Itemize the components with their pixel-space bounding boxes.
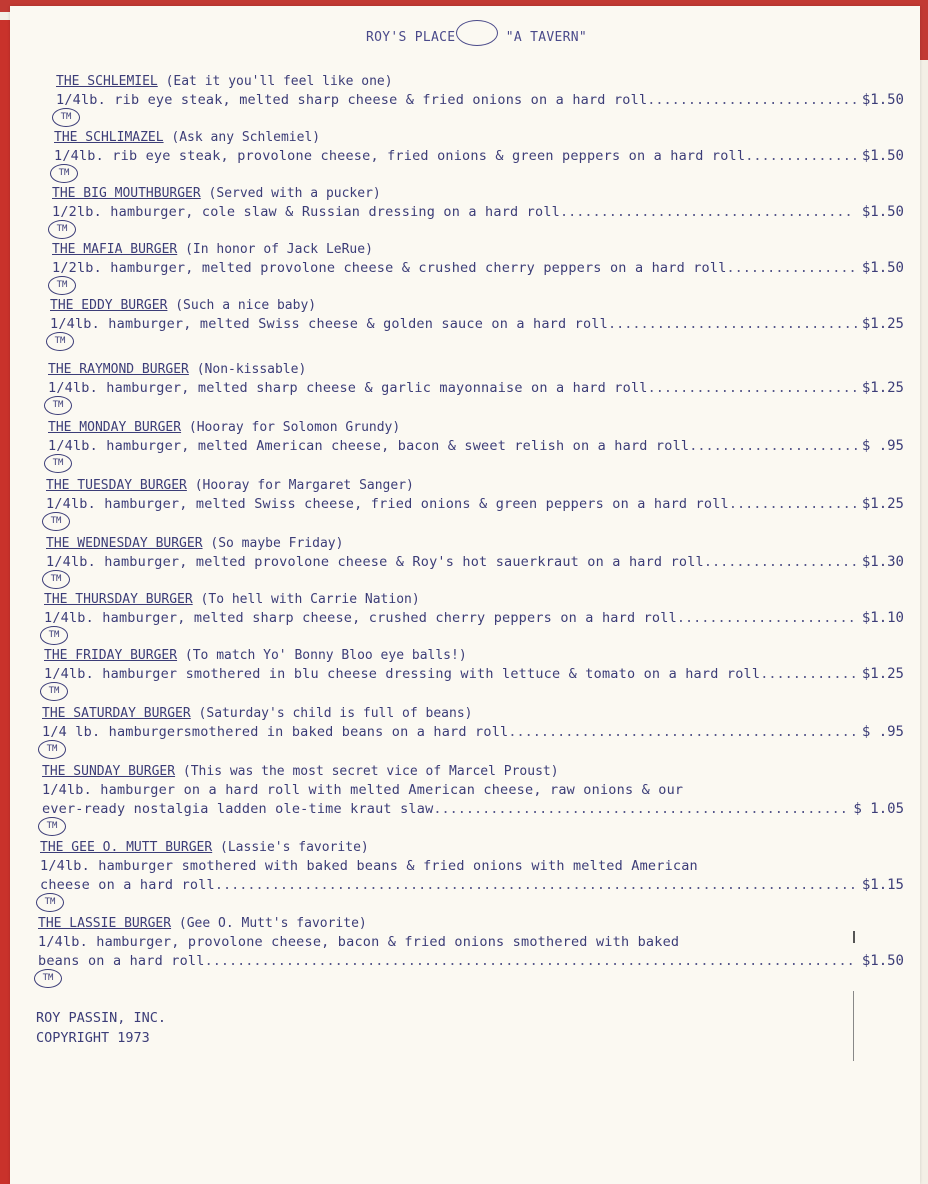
footer-copyright: COPYRIGHT 1973 <box>36 1030 150 1046</box>
leader-dots: .......................... <box>647 380 859 396</box>
item-name: THE SCHLEMIEL <box>56 74 158 89</box>
item-description-line2: beans on a hard roll <box>38 953 205 969</box>
item-name: THE GEE O. MUTT BURGER <box>40 840 213 855</box>
trademark-mark: TM <box>40 682 68 701</box>
leader-dots: .............. <box>745 148 859 164</box>
item-description-line1: 1/4lb. hamburger, melted Swiss cheese & golden sauce on a hard roll <box>50 316 608 332</box>
item-description-line1: 1/4lb. hamburger, melted Swiss cheese, fried onions & green peppers on a hard roll <box>46 496 729 512</box>
item-description-line2: ever-ready nostalgia ladden ole-time kraut slaw <box>42 801 434 817</box>
item-description <box>40 858 698 874</box>
item-description-line1: 1/4lb. hamburger smothered in blu cheese dressing with lettuce & tomato on a hard roll <box>44 666 761 682</box>
leader-dots: ................................................... <box>433 801 848 817</box>
header-tm-mark <box>456 20 498 46</box>
trademark-mark: TM <box>34 969 62 988</box>
item-heading <box>48 420 400 435</box>
item-description <box>52 260 857 276</box>
item-note: (Eat it you'll feel like one) <box>165 74 393 89</box>
item-description <box>48 380 859 396</box>
item-description <box>48 438 860 454</box>
item-note: (To hell with Carrie Nation) <box>200 592 420 607</box>
item-description <box>46 496 859 512</box>
trademark-mark: TM <box>50 164 78 183</box>
item-description-line1: 1/4lb. hamburger, melted provolone cheese & Roy's hot sauerkraut on a hard roll <box>46 554 704 570</box>
item-name: THE THURSDAY BURGER <box>44 592 193 607</box>
item-price: $ .95 <box>861 438 904 454</box>
footer-company: ROY PASSIN, INC. <box>36 1010 167 1026</box>
item-note: (Hooray for Margaret Sanger) <box>194 478 414 493</box>
item-description <box>54 148 859 164</box>
item-price: $1.10 <box>861 610 904 626</box>
item-description-continued <box>40 877 857 893</box>
trademark-mark: TM <box>36 893 64 912</box>
item-price: $1.30 <box>861 554 904 570</box>
item-description-line1: 1/4lb. hamburger, melted sharp cheese, crushed cherry peppers on a hard roll <box>44 610 677 626</box>
item-price: $1.50 <box>861 92 904 108</box>
item-heading <box>48 362 306 377</box>
trademark-mark: TM <box>44 454 72 473</box>
leader-dots: ................... <box>703 554 859 570</box>
item-price: $1.50 <box>861 148 904 164</box>
item-heading <box>40 840 369 855</box>
item-heading <box>44 648 467 663</box>
item-price: $1.50 <box>861 953 904 969</box>
item-description-line1: 1/4 lb. hamburgersmothered in baked beans on a hard roll <box>42 724 509 740</box>
trademark-mark: TM <box>42 570 70 589</box>
leader-dots: ........................................... <box>508 724 858 740</box>
item-name: THE SCHLIMAZEL <box>54 130 164 145</box>
margin-mark <box>853 931 855 943</box>
item-note: (So maybe Friday) <box>210 536 344 551</box>
item-description-line2: cheese on a hard roll <box>40 877 215 893</box>
item-description <box>52 204 853 220</box>
item-heading <box>52 186 381 201</box>
item-price: $1.25 <box>861 496 904 512</box>
item-note: (Served with a pucker) <box>208 186 381 201</box>
leader-dots: ...................... <box>676 610 856 626</box>
item-heading <box>50 298 316 313</box>
trademark-mark: TM <box>48 220 76 239</box>
leader-dots: ............ <box>760 666 858 682</box>
item-price: $1.50 <box>861 204 904 220</box>
item-description-line1: 1/4lb. hamburger, provolone cheese, bacon & fried onions smothered with baked <box>38 934 680 950</box>
item-heading <box>42 764 559 779</box>
item-price: $ .95 <box>861 724 904 740</box>
item-note: (Ask any Schlemiel) <box>171 130 321 145</box>
item-description <box>42 782 683 798</box>
item-price: $1.50 <box>861 260 904 276</box>
item-description-continued <box>38 953 855 969</box>
item-name: THE MONDAY BURGER <box>48 420 182 435</box>
item-heading <box>54 130 320 145</box>
item-note: (Saturday's child is full of beans) <box>198 706 473 721</box>
item-price: $ 1.05 <box>853 801 904 817</box>
leader-dots: ............................... <box>607 316 860 332</box>
item-name: THE SATURDAY BURGER <box>42 706 191 721</box>
item-name: THE BIG MOUTHBURGER <box>52 186 201 201</box>
trademark-mark: TM <box>52 108 80 127</box>
item-note: (Non-kissable) <box>196 362 307 377</box>
leader-dots: ................ <box>728 496 859 512</box>
item-description <box>38 934 679 950</box>
item-heading <box>46 478 414 493</box>
trademark-mark: TM <box>46 332 74 351</box>
item-description <box>50 316 860 332</box>
leader-dots: .......................... <box>647 92 859 108</box>
item-note: (Gee O. Mutt's favorite) <box>178 916 367 931</box>
item-note: (In honor of Jack LeRue) <box>185 242 373 257</box>
item-note: (To match Yo' Bonny Bloo eye balls!) <box>184 648 467 663</box>
item-name: THE TUESDAY BURGER <box>46 478 187 493</box>
menu-sheet <box>10 6 920 1184</box>
item-name: THE FRIDAY BURGER <box>44 648 178 663</box>
item-description-continued <box>42 801 848 817</box>
margin-mark <box>853 991 854 1061</box>
trademark-mark: TM <box>38 740 66 759</box>
restaurant-name: ROY'S PLACE <box>366 30 456 45</box>
leader-dots: ................ <box>726 260 857 276</box>
item-description-line1: 1/2lb. hamburger, cole slaw & Russian dressing on a hard roll <box>52 204 560 220</box>
item-price: $1.25 <box>861 380 904 396</box>
item-note: (This was the most secret vice of Marcel Proust) <box>182 764 559 779</box>
item-heading <box>56 74 393 89</box>
item-name: THE RAYMOND BURGER <box>48 362 189 377</box>
trademark-mark: TM <box>48 276 76 295</box>
item-name: THE WEDNESDAY BURGER <box>46 536 203 551</box>
leader-dots: ............................................................................... <box>214 877 857 893</box>
item-price: $1.25 <box>861 316 904 332</box>
item-description-line1: 1/4lb. hamburger, melted American cheese, bacon & sweet relish on a hard roll <box>48 438 690 454</box>
item-description <box>46 554 858 570</box>
item-price: $1.25 <box>861 666 904 682</box>
trademark-mark: TM <box>44 396 72 415</box>
leader-dots: .................................... <box>560 204 853 220</box>
item-heading <box>46 536 343 551</box>
trademark-mark: TM <box>40 626 68 645</box>
item-note: (Hooray for Solomon Grundy) <box>188 420 401 435</box>
item-description <box>44 666 858 682</box>
item-description-line1: 1/4lb. hamburger on a hard roll with melted American cheese, raw onions & our <box>42 782 684 798</box>
trademark-mark: TM <box>42 512 70 531</box>
item-heading <box>38 916 367 931</box>
item-note: (Lassie's favorite) <box>220 840 369 855</box>
item-description <box>44 610 856 626</box>
trademark-mark: TM <box>38 817 66 836</box>
item-name: THE LASSIE BURGER <box>38 916 172 931</box>
item-description-line1: 1/4lb. rib eye steak, melted sharp cheese & fried onions on a hard roll <box>56 92 648 108</box>
item-name: THE MAFIA BURGER <box>52 242 178 257</box>
restaurant-subtitle: "A TAVERN" <box>505 30 587 45</box>
item-name: THE SUNDAY BURGER <box>42 764 176 779</box>
leader-dots: ................................................................................ <box>204 953 855 969</box>
item-description-line1: 1/2lb. hamburger, melted provolone cheese & crushed cherry peppers on a hard roll <box>52 260 727 276</box>
item-note: (Such a nice baby) <box>175 298 317 313</box>
item-description-line1: 1/4lb. rib eye steak, provolone cheese, fried onions & green peppers on a hard roll <box>54 148 746 164</box>
item-name: THE EDDY BURGER <box>50 298 168 313</box>
item-description <box>56 92 859 108</box>
item-description-line1: 1/4lb. hamburger smothered with baked beans & fried onions with melted American <box>40 858 698 874</box>
item-heading <box>44 592 420 607</box>
item-price: $1.15 <box>861 877 904 893</box>
item-description <box>42 724 858 740</box>
item-description-line1: 1/4lb. hamburger, melted sharp cheese & garlic mayonnaise on a hard roll <box>48 380 648 396</box>
leader-dots: ..................... <box>689 438 860 454</box>
item-heading <box>42 706 472 721</box>
item-heading <box>52 242 373 257</box>
